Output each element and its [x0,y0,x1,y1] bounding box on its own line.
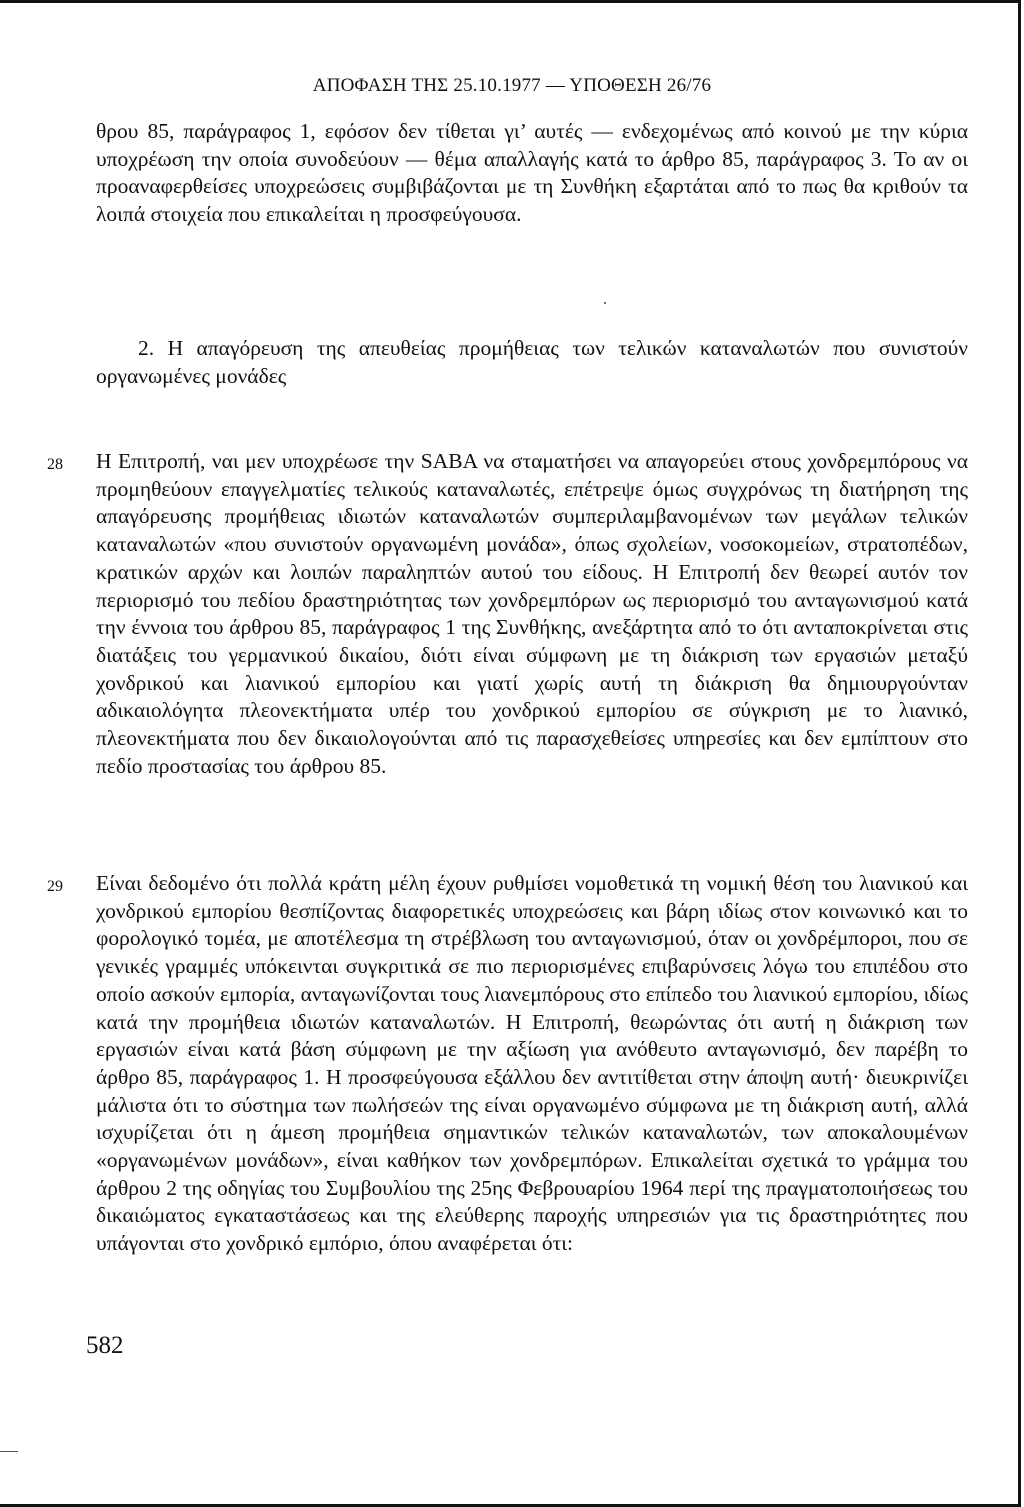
continuation-paragraph: θρου 85, παράγραφος 1, εφόσον δεν τίθεται γι’ αυτές — ενδεχομένως από κοινού με την κύρια υποχρέωση την οποία συνοδεύουν — θέμα απαλλαγής κατά το άρθρο 85, παράγραφος 3. Το αν οι προαναφερθείσες υποχρεώσεις συμβιβάζονται με τη Συνθήκη εξαρτάται από το πως θα κριθούν τα λοιπά στοιχεία που επικαλείται η προσφεύγουσα. [96,119,968,227]
margin-mark [0,1451,18,1452]
paragraph-28: Η Επιτροπή, ναι μεν υποχρέωσε την SABA να σταματήσει να απαγορεύει στους χονδρεμπόρους να προμηθεύουν επαγγελματίες τελικούς καταναλωτές, επέτρεψε όμως συγχρόνως τη διατήρηση της απαγόρευσης προμήθειας ιδιωτών καταναλωτών συμπεριλαμβανομένων των μεγάλων τελικών καταναλωτών «που συνιστούν οργανωμένη μονάδα», όπως σχολείων, νοσοκομείων, στρατοπέδων, κρατικών αρχών και λοιπών παραληπτών αυτού του είδους. Η Επιτροπή δεν θεωρεί αυτόν τον περιορισμό του πεδίου δραστηριότητας των χονδρεμπόρων ως περιορισμό του ανταγωνισμού κατά την έννοια του άρθρου 85, παράγραφος 1 της Συνθήκης, ανεξάρτητα από το ότι ανταποκρίνεται στις διατάξεις του γερμανικού δικαίου, διότι είναι σύμφωνη με τη διάκριση των εργασιών μεταξύ χονδρικού και λιανικού εμπορίου και γιατί χωρίς αυτή τη διάκριση θα δημιουργούνταν αδικαιολόγητα πλεονεκτήματα υπέρ του χονδρικού εμπορίου σε σύγκριση με το λιανικό, πλεονεκτήματα που δεν δικαιολογούνται από τις παρασχεθείσες υπηρεσίες και δεν εμπίπτουν στο πεδίο προστασίας του άρθρου 85. [96,449,968,778]
paragraph-number-28: 28 [47,456,63,473]
paragraph-number-29: 29 [47,878,63,895]
stray-dot [604,302,606,304]
section-heading: 2. Η απαγόρευση της απευθείας προμήθειας των τελικών καταναλωτών που συνιστούν οργανωμένες μονάδες [96,336,968,388]
paragraph-29: Είναι δεδομένο ότι πολλά κράτη μέλη έχουν ρυθμίσει νομοθετικά τη νομική θέση του λιανικού και χονδρικού εμπορίου θεσπίζοντας διαφορετικές υποχρεώσεις και βάρη ιδίως στον κοινωνικό και το φορολογικό τομέα, με αποτέλεσμα τη στρέβλωση του ανταγωνισμού, όταν οι χονδρέμποροι, που σε γενικές γραμμές υπόκεινται συγκριτικά σε πιο περιορισμένες επιβαρύνσεις λόγω του επιπέδου στο οποίο ασκούν εμπορία, ανταγωνίζονται τους λιανεμπόρους στο επίπεδο του λιανικού εμπορίου, ιδίως κατά την προμήθεια ιδιωτών καταναλωτών. Η Επιτροπή, θεωρώντας ότι αυτή η διάκριση των εργασιών είναι κατά βάση σύμφωνη με την αξίωση για ανόθευτο ανταγωνισμό, δεν παρέβη το άρθρο 85, παράγραφος 1. Η προσφεύγουσα εξάλλου δεν αντιτίθεται στην άποψη αυτή· διευκρινίζει μάλιστα ότι το σύστημα των πωλήσεών της είναι οργανωμένο σύμφωνα με τη διάκριση αυτή, αλλά ισχυρίζεται ότι η άμεση προμήθεια σημαντικών τελικών καταναλωτών, των αποκαλουμένων «οργανωμένων μονάδων», είναι καθήκον των χονδρεμπόρων. Επικαλείται σχετικά το γράμμα του άρθρου 2 της οδηγίας του Συμβουλίου της 25ης Φεβρουαρίου 1964 περί της πραγματοποιήσεως του δικαιώματος εγκαταστάσεως και της ελεύθερης παροχής υπηρεσιών για τις δραστηριότητες που υπάγονται στο χονδρικό εμπόριο, όπου αναφέρεται ότι: [96,871,968,1256]
running-header: ΑΠΟΦΑΣΗ ΤΗΣ 25.10.1977 — ΥΠΟΘΕΣΗ 26/76 [312,75,712,96]
page-number: 582 [86,1332,124,1359]
